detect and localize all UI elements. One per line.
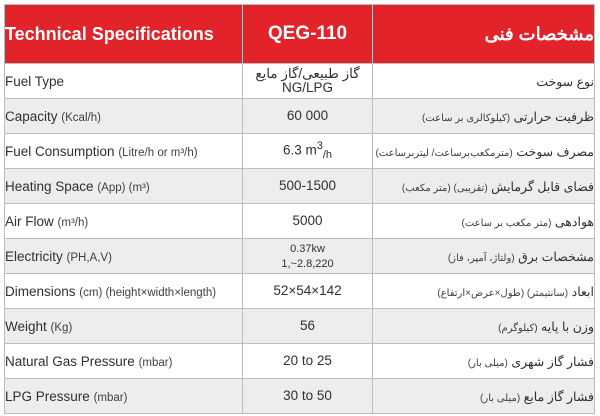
row-unit: (Kcal/h)	[61, 111, 101, 124]
table-row	[5, 309, 595, 344]
row-label-fa-text: فشار گاز شهری	[511, 354, 594, 369]
table-row	[5, 204, 595, 239]
row-unit: (Kg)	[50, 321, 73, 334]
row-label: Fuel Consumption	[5, 143, 115, 159]
row-label-en	[5, 309, 243, 344]
table-row	[5, 169, 595, 204]
row-label-fa	[373, 169, 595, 204]
row-label-fa-text: هوادهی	[554, 214, 594, 229]
row-unit: (App) (m³)	[97, 181, 150, 194]
row-label-fa-text: وزن با پایه	[541, 319, 594, 334]
row-label: Fuel Type	[5, 73, 65, 89]
row-unit: (mbar)	[93, 391, 128, 404]
table-row	[5, 379, 595, 414]
row-value: 60 000	[243, 99, 373, 134]
spec-table	[4, 4, 595, 414]
table-row	[5, 99, 595, 134]
row-label-en	[5, 239, 243, 274]
row-label-fa	[373, 309, 595, 344]
row-value: 30 to 50	[243, 379, 373, 414]
row-unit-fa: (میلی بار)	[480, 392, 521, 404]
value-main: 6.3 m	[282, 142, 317, 158]
row-label: Capacity	[5, 108, 58, 124]
title-en: Technical Specifications	[5, 5, 243, 64]
table-row	[5, 134, 595, 169]
row-label: Dimensions	[5, 283, 76, 299]
row-label-fa-text: فشار گاز مایع	[523, 389, 594, 404]
row-label: Electricity	[5, 248, 63, 264]
row-label: LPG Pressure	[5, 388, 90, 404]
row-value	[243, 239, 373, 274]
row-value: 5000	[243, 204, 373, 239]
row-label: Weight	[5, 318, 47, 334]
title-fa: مشخصات فنی	[373, 5, 595, 64]
row-unit-fa: (سانتیمتر) (طول×عرض×ارتفاع)	[437, 287, 569, 299]
row-label-fa-text: ابعاد	[571, 284, 594, 299]
row-label-en	[5, 379, 243, 414]
row-label-en	[5, 344, 243, 379]
row-label: Heating Space	[5, 178, 94, 194]
row-value: 52×54×142	[243, 274, 373, 309]
row-unit-fa: (مترمکعب‌برساعت/ لیتربرساعت)	[375, 147, 513, 159]
row-value	[243, 64, 373, 99]
row-label-en	[5, 274, 243, 309]
table-row	[5, 344, 595, 379]
value-line-2: NG/LPG	[281, 80, 333, 95]
row-value: 500-1500	[243, 169, 373, 204]
row-label-fa	[373, 274, 595, 309]
value-line-1: گاز طبیعی/گاز مایع	[255, 66, 360, 81]
value-sup: 3	[316, 140, 323, 153]
row-label-fa-text: فضای قابل گرمایش	[491, 179, 594, 194]
row-value	[243, 134, 373, 169]
row-label-fa	[373, 64, 595, 99]
header-row	[5, 5, 595, 64]
table-row	[5, 64, 595, 99]
row-label-fa	[373, 379, 595, 414]
row-label-fa	[373, 134, 595, 169]
row-unit: (m³/h)	[57, 216, 89, 229]
row-label-fa	[373, 204, 595, 239]
row-unit-fa: (تقریبی) (متر مکعب)	[401, 182, 488, 194]
row-unit-fa: (متر مکعب بر ساعت)	[461, 217, 552, 229]
value-line-1: 0.37kw	[290, 243, 325, 255]
row-unit: (PH,A,V)	[66, 251, 112, 264]
row-label: Air Flow	[5, 213, 54, 229]
table-row	[5, 274, 595, 309]
row-label-en	[5, 204, 243, 239]
row-label-fa-text: مشخصات برق	[518, 249, 594, 264]
row-label-fa	[373, 99, 595, 134]
row-label-en	[5, 64, 243, 99]
row-label-fa-text: نوع سوخت	[536, 74, 594, 89]
row-label: Natural Gas Pressure	[5, 353, 135, 369]
row-label-en	[5, 134, 243, 169]
model-name: QEG-110	[243, 5, 373, 64]
table-row	[5, 239, 595, 274]
row-label-en	[5, 99, 243, 134]
row-label-fa-text: مصرف سوخت	[516, 144, 594, 159]
value-sub: /h	[322, 149, 333, 162]
row-value: 20 to 25	[243, 344, 373, 379]
row-label-fa	[373, 344, 595, 379]
row-unit-fa: (ولتاژ، آمپر، فاز)	[447, 252, 515, 264]
row-unit: (mbar)	[138, 356, 173, 369]
value-line-2: 1,~2.8,220	[281, 258, 334, 270]
row-label-fa	[373, 239, 595, 274]
row-unit-fa: (کیلوگرم)	[498, 322, 538, 334]
row-label-fa-text: ظرفیت حرارتی	[513, 109, 594, 124]
row-unit-fa: (میلی بار)	[467, 357, 508, 369]
row-unit: (cm) (height×width×length)	[79, 286, 217, 299]
row-label-en	[5, 169, 243, 204]
row-unit: (Litre/h or m³/h)	[118, 146, 198, 159]
row-unit-fa: (کیلوکالری بر ساعت)	[421, 112, 511, 124]
row-value: 56	[243, 309, 373, 344]
